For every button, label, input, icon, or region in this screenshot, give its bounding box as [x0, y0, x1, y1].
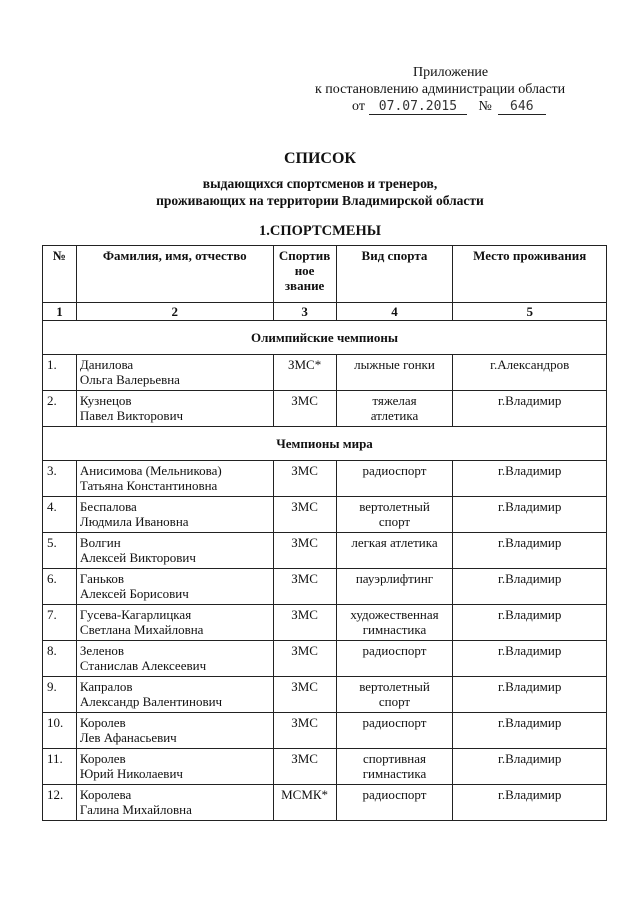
athlete-given-names: Юрий Николаевич	[79, 766, 183, 781]
sport-type-line-1: легкая атлетика	[351, 535, 438, 550]
table-row	[43, 355, 607, 391]
sport-rank: ЗМС	[273, 497, 336, 533]
sport-type-line-1: пауэрлифтинг	[355, 571, 434, 586]
athlete-name	[76, 391, 273, 427]
residence: г.Александров	[453, 355, 607, 391]
column-number: 5	[453, 303, 607, 321]
resolution-date: 07.07.2015	[369, 100, 467, 115]
athlete-name	[76, 713, 273, 749]
header-sport: Вид спорта	[336, 246, 453, 303]
appendix-resolution-line: к постановлению администрации области	[315, 82, 566, 97]
sport-rank: ЗМС*	[273, 355, 336, 391]
athlete-name	[76, 569, 273, 605]
appendix-label: Приложение	[413, 65, 489, 80]
residence: г.Владимир	[453, 497, 607, 533]
residence: г.Владимир	[453, 749, 607, 785]
residence: г.Владимир	[453, 605, 607, 641]
table-row	[43, 749, 607, 785]
appendix-date-number-line	[352, 98, 546, 115]
header-number: №	[43, 246, 77, 303]
athlete-given-names: Александр Валентинович	[79, 694, 223, 709]
athlete-given-names: Светлана Михайловна	[79, 622, 204, 637]
residence: г.Владимир	[453, 641, 607, 677]
sport-rank: ЗМС	[273, 749, 336, 785]
sport-type	[336, 677, 453, 713]
residence: г.Владимир	[453, 677, 607, 713]
athlete-given-names: Татьяна Константиновна	[79, 478, 218, 493]
sport-type-line-2: гимнастика	[362, 766, 427, 781]
sport-type-line-2: спорт	[378, 514, 411, 529]
group-label: Олимпийские чемпионы	[43, 321, 607, 355]
athlete-surname: Королева	[79, 787, 132, 802]
athlete-name	[76, 497, 273, 533]
table-row	[43, 569, 607, 605]
group-header-row	[43, 321, 607, 355]
row-number: 4.	[43, 497, 77, 533]
residence: г.Владимир	[453, 713, 607, 749]
sport-type-line-2: атлетика	[370, 408, 419, 423]
row-number: 2.	[43, 391, 77, 427]
table-row	[43, 497, 607, 533]
athlete-surname: Волгин	[79, 535, 121, 550]
table-row	[43, 605, 607, 641]
table-body	[43, 321, 607, 821]
sport-rank: ЗМС	[273, 605, 336, 641]
row-number: 10.	[43, 713, 77, 749]
athlete-given-names: Станислав Алексеевич	[79, 658, 207, 673]
resolution-number: 646	[498, 100, 546, 115]
athlete-given-names: Лев Афанасьевич	[79, 730, 177, 745]
document-subtitle	[0, 175, 640, 209]
athlete-given-names: Алексей Борисович	[79, 586, 189, 601]
row-number: 1.	[43, 355, 77, 391]
row-number: 3.	[43, 461, 77, 497]
athlete-name	[76, 533, 273, 569]
athlete-surname: Кузнецов	[79, 393, 132, 408]
column-number: 2	[76, 303, 273, 321]
sport-type-line-2: спорт	[378, 694, 411, 709]
sport-type-line-1: спортивная	[362, 751, 426, 766]
residence: г.Владимир	[453, 461, 607, 497]
column-number: 1	[43, 303, 77, 321]
column-number: 3	[273, 303, 336, 321]
table-header-row	[43, 246, 607, 303]
sport-rank: МСМК*	[273, 785, 336, 821]
sport-rank: ЗМС	[273, 641, 336, 677]
athlete-surname: Зеленов	[79, 643, 125, 658]
column-number: 4	[336, 303, 453, 321]
residence: г.Владимир	[453, 785, 607, 821]
sport-rank: ЗМС	[273, 461, 336, 497]
header-rank-line-1: Спортив	[278, 248, 331, 263]
sport-type	[336, 391, 453, 427]
athlete-name	[76, 785, 273, 821]
row-number: 8.	[43, 641, 77, 677]
sport-type-line-1: радиоспорт	[362, 715, 427, 730]
sport-type	[336, 641, 453, 677]
residence: г.Владимир	[453, 533, 607, 569]
athlete-surname: Анисимова (Мельникова)	[79, 463, 222, 478]
sport-type-line-1: вертолетный	[359, 499, 430, 514]
sport-type-line-2: гимнастика	[362, 622, 427, 637]
header-name: Фамилия, имя, отчество	[76, 246, 273, 303]
athlete-surname: Королев	[79, 751, 126, 766]
athlete-surname: Гусева-Кагарлицкая	[79, 607, 192, 622]
table-row	[43, 391, 607, 427]
sport-type	[336, 785, 453, 821]
table-row	[43, 713, 607, 749]
sport-rank: ЗМС	[273, 391, 336, 427]
column-numbers-row	[43, 303, 607, 321]
subtitle-line-2: проживающих на территории Владимирской области	[156, 193, 484, 208]
athlete-given-names: Ольга Валерьевна	[79, 372, 180, 387]
athlete-given-names: Галина Михайловна	[79, 802, 192, 817]
athlete-name	[76, 677, 273, 713]
athlete-given-names: Павел Викторович	[79, 408, 184, 423]
athlete-surname: Данилова	[79, 357, 134, 372]
number-prefix: №	[478, 99, 492, 114]
athlete-given-names: Людмила Ивановна	[79, 514, 189, 529]
section-title: 1.СПОРТСМЕНЫ	[259, 223, 381, 239]
group-label: Чемпионы мира	[43, 427, 607, 461]
row-number: 7.	[43, 605, 77, 641]
sport-type	[336, 461, 453, 497]
table-row	[43, 533, 607, 569]
athlete-surname: Королев	[79, 715, 126, 730]
sport-type	[336, 605, 453, 641]
sport-type-line-1: тяжелая	[372, 393, 417, 408]
sport-type	[336, 749, 453, 785]
table-row	[43, 461, 607, 497]
sport-type	[336, 497, 453, 533]
athletes-table	[42, 245, 607, 821]
subtitle-line-1: выдающихся спортсменов и тренеров,	[202, 176, 438, 191]
sport-type-line-1: радиоспорт	[362, 787, 427, 802]
row-number: 12.	[43, 785, 77, 821]
sport-type-line-1: лыжные гонки	[354, 357, 435, 372]
sport-rank: ЗМС	[273, 569, 336, 605]
athlete-surname: Капралов	[79, 679, 133, 694]
header-rank	[273, 246, 336, 303]
group-header-row	[43, 427, 607, 461]
sport-type	[336, 569, 453, 605]
sport-type	[336, 533, 453, 569]
table-row	[43, 641, 607, 677]
sport-type-line-1: радиоспорт	[362, 463, 427, 478]
row-number: 6.	[43, 569, 77, 605]
row-number: 11.	[43, 749, 77, 785]
sport-type-line-1: радиоспорт	[362, 643, 427, 658]
residence: г.Владимир	[453, 391, 607, 427]
athlete-name	[76, 641, 273, 677]
sport-type-line-1: вертолетный	[359, 679, 430, 694]
table-row	[43, 785, 607, 821]
header-rank-line-2: ное	[294, 263, 315, 278]
row-number: 5.	[43, 533, 77, 569]
document-title: СПИСОК	[283, 150, 357, 167]
athlete-name	[76, 355, 273, 391]
date-prefix: от	[352, 99, 365, 114]
athlete-name	[76, 461, 273, 497]
athlete-surname: Беспалова	[79, 499, 137, 514]
athlete-name	[76, 749, 273, 785]
athlete-surname: Ганьков	[79, 571, 125, 586]
sport-type	[336, 355, 453, 391]
row-number: 9.	[43, 677, 77, 713]
sport-type-line-1: художественная	[350, 607, 439, 622]
header-residence: Место проживания	[453, 246, 607, 303]
sport-rank: ЗМС	[273, 713, 336, 749]
sport-rank: ЗМС	[273, 677, 336, 713]
table-row	[43, 677, 607, 713]
sport-rank: ЗМС	[273, 533, 336, 569]
sport-type	[336, 713, 453, 749]
athlete-given-names: Алексей Викторович	[79, 550, 196, 565]
athlete-name	[76, 605, 273, 641]
residence: г.Владимир	[453, 569, 607, 605]
header-rank-line-3: звание	[284, 278, 325, 293]
